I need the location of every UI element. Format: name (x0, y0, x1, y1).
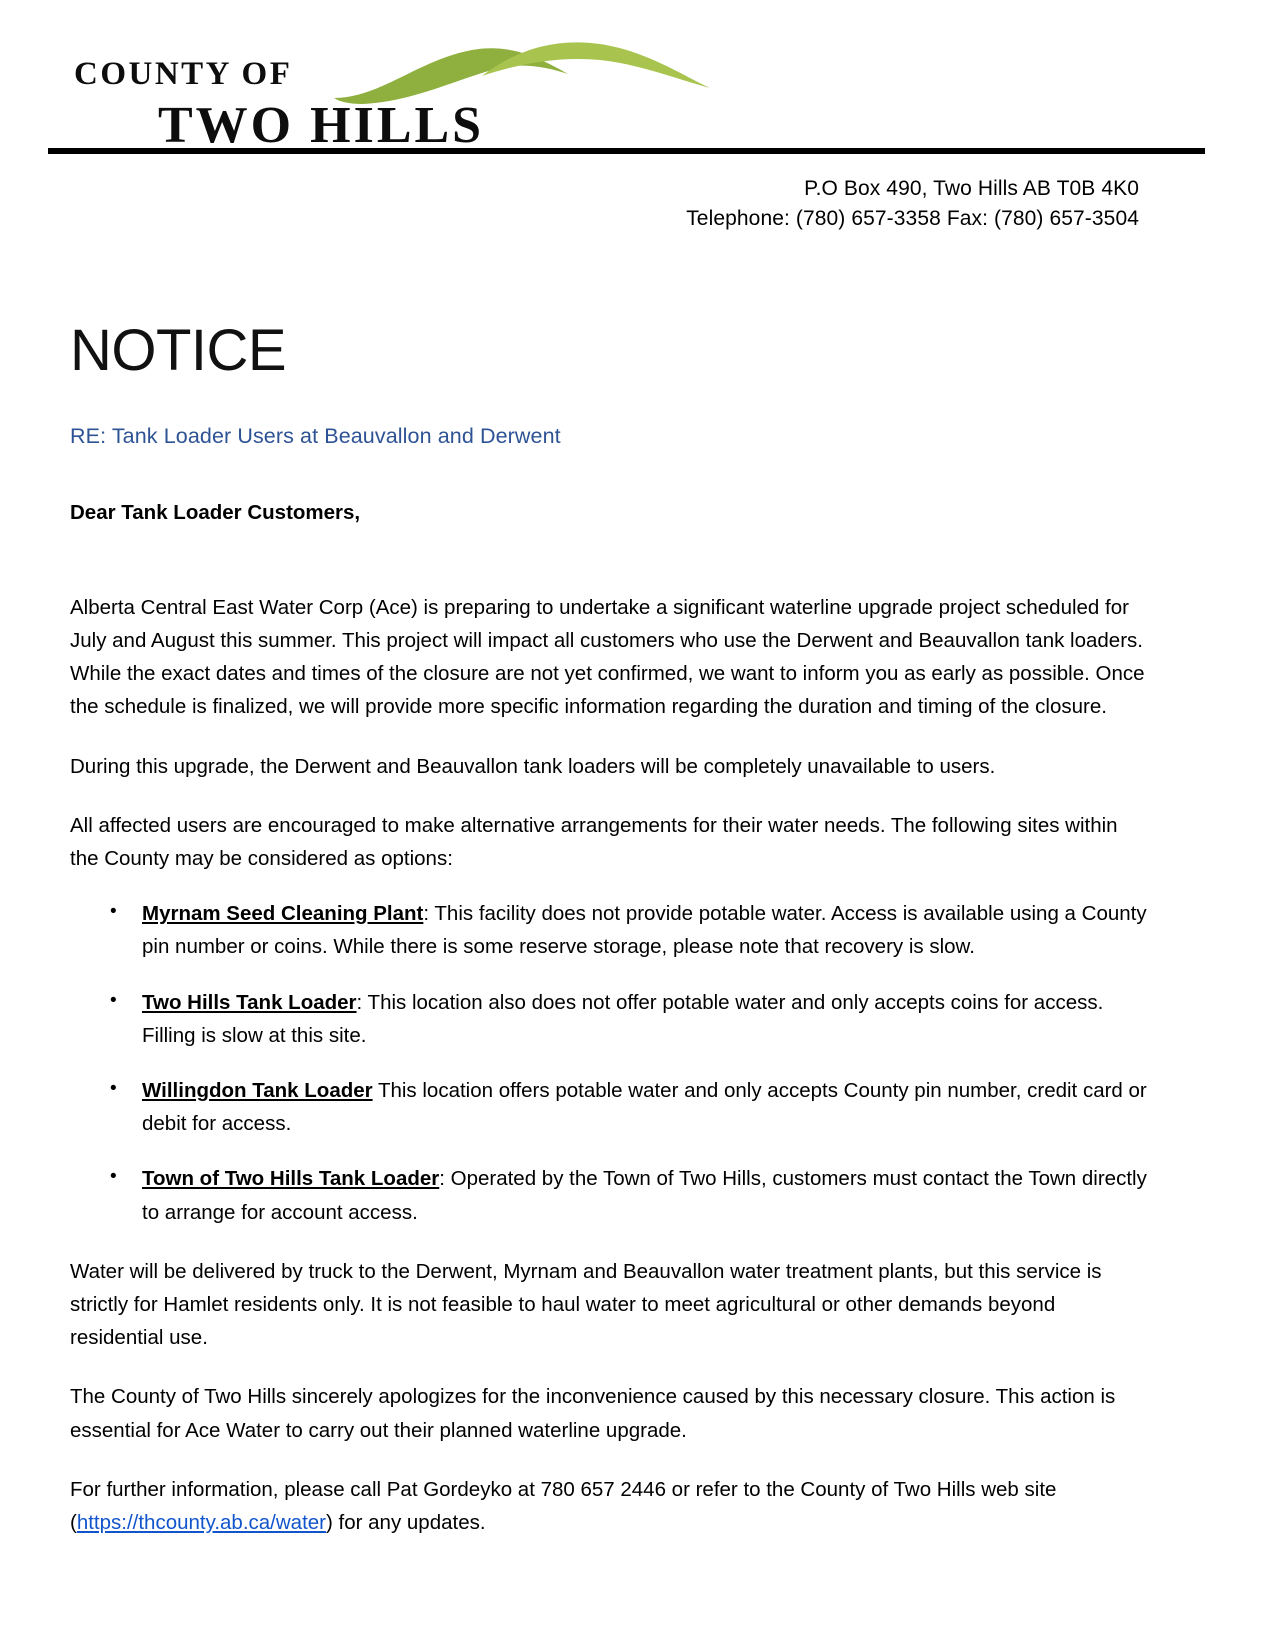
option-description: : This facility does not provide potable water. Access is available using a County pin number or coins. While there is some reserve storage, please note that recovery is slow. (142, 902, 1147, 959)
option-description: : Operated by the Town of Two Hills, customers must contact the Town directly to arrange for account access. (142, 1167, 1147, 1224)
list-item (142, 1074, 1150, 1140)
option-label: Town of Two Hills Tank Loader (142, 1167, 440, 1191)
option-label: Myrnam Seed Cleaning Plant (142, 902, 424, 926)
contact-phone-line: Telephone: (780) 657-3358 Fax: (780) 657-3504 (686, 207, 1139, 231)
list-item (142, 897, 1150, 963)
contact-address-line: P.O Box 490, Two Hills AB T0B 4K0 (804, 177, 1139, 200)
logo-text-two-hills: TWO HILLS (158, 97, 485, 154)
subject-line: RE: Tank Loader Users at Beauvallon and Derwent (70, 423, 561, 448)
logo-text-county-of: COUNTY OF (74, 56, 293, 92)
paragraph-3: All affected users are encouraged to make alternative arrangements for their water needs. The following sites within the County may be considered as options: (70, 813, 1118, 870)
option-description: : This location also does not offer potable water and only accepts coins for access. Filling is slow at this site. (142, 990, 1104, 1047)
options-list (70, 897, 1150, 1229)
option-label: Willingdon Tank Loader (142, 1079, 373, 1102)
contact-info (0, 174, 1139, 235)
page-title: NOTICE (70, 317, 287, 383)
paragraph-6-text-before: For further information, please call Pat Gordeyko at 780 657 2446 or refer to the County of Two Hills web site ( (70, 1477, 1057, 1535)
paragraph-6 (70, 1473, 1150, 1539)
paragraph-6-text-after: ) for any updates. (326, 1511, 486, 1535)
green-hills-swoosh-icon (332, 40, 712, 110)
paragraph-2: During this upgrade, the Derwent and Beauvallon tank loaders will be completely unavailable to users. (70, 754, 996, 778)
option-description: This location offers potable water and only accepts County pin number, credit card or debit for access. (142, 1079, 1147, 1136)
paragraph-5: The County of Two Hills sincerely apologizes for the inconvenience caused by this necessary closure. This action is essential for Ace Water to carry out their planned waterline upgrade. (70, 1385, 1116, 1442)
option-label: Two Hills Tank Loader (142, 990, 357, 1014)
salutation: Dear Tank Loader Customers, (70, 500, 361, 524)
list-item (142, 986, 1150, 1052)
county-website-link[interactable]: https://thcounty.ab.ca/water (76, 1511, 327, 1535)
document-body (70, 317, 1150, 1539)
letterhead (0, 0, 1275, 158)
list-item (142, 1162, 1150, 1228)
paragraph-4: Water will be delivered by truck to the Derwent, Myrnam and Beauvallon water treatment plants, but this service is strictly for Hamlet residents only. It is not feasible to haul water to meet agricultural or other demands beyond residential use. (70, 1259, 1102, 1350)
paragraph-1: Alberta Central East Water Corp (Ace) is preparing to undertake a significant waterline upgrade project scheduled for July and August this summer. This project will impact all customers who use the Derwent and Beauvallon tank loaders. While the exact dates and times of the closure are not yet confirmed, we want to inform you as early as possible. Once the schedule is finalized, we will provide more specific information regarding the duration and timing of the closure. (70, 595, 1145, 719)
county-logo (70, 28, 710, 154)
